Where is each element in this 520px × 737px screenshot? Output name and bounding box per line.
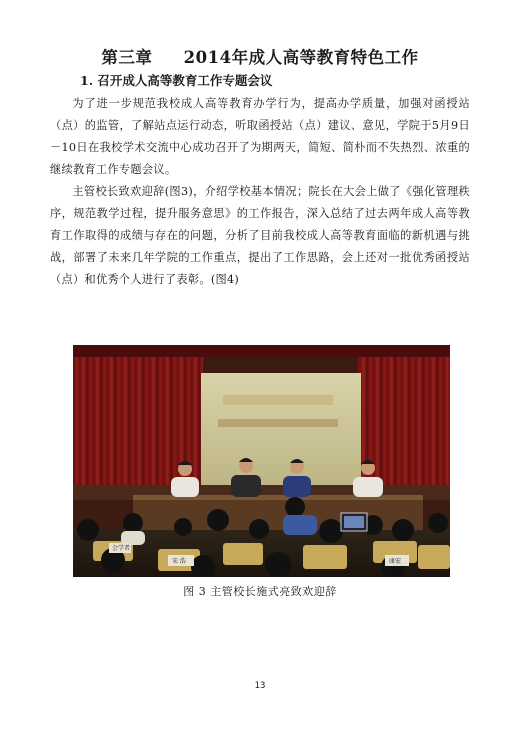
chapter-title: 第三章 2014年成人高等教育特色工作 xyxy=(101,48,419,67)
conference-photo xyxy=(73,345,450,577)
figure-caption: 图 3 主管校长施式亮致欢迎辞 xyxy=(183,585,337,598)
placard-3: 康宏 xyxy=(389,558,402,565)
page-number: 13 xyxy=(254,681,266,691)
placard-1: 会学者 xyxy=(112,545,131,552)
body-paragraph-1: 为了进一步规范我校成人高等教育办学行为，提高办学质量，加强对函授站（点）的监管，了解站点运行动态，听取函授站（点）建议、意见，学院于5月9日－10日在我校学术交流中心成功召开了为期两天，简短、简朴而不失热烈、浓重的继续教育工作专题会议。 xyxy=(50,97,470,176)
section-heading: 1. 召开成人高等教育工作专题会议 xyxy=(80,73,273,88)
body-paragraph-2: 主管校长致欢迎辞(图3)，介绍学校基本情况；院长在大会上做了《强化管理秩序，规范教学过程，提升服务意思》的工作报告，深入总结了过去两年成人高等教育工作取得的成绩与存在的问题，分析了目前我校成人高等教育面临的新机遇与挑战，部署了未来几年学院的工作重点，提出了工作思路，会上还对一批优秀函授站（点）和优秀个人进行了表彰。(图4) xyxy=(50,185,470,286)
placard-2: 宋 浩 xyxy=(172,558,186,565)
